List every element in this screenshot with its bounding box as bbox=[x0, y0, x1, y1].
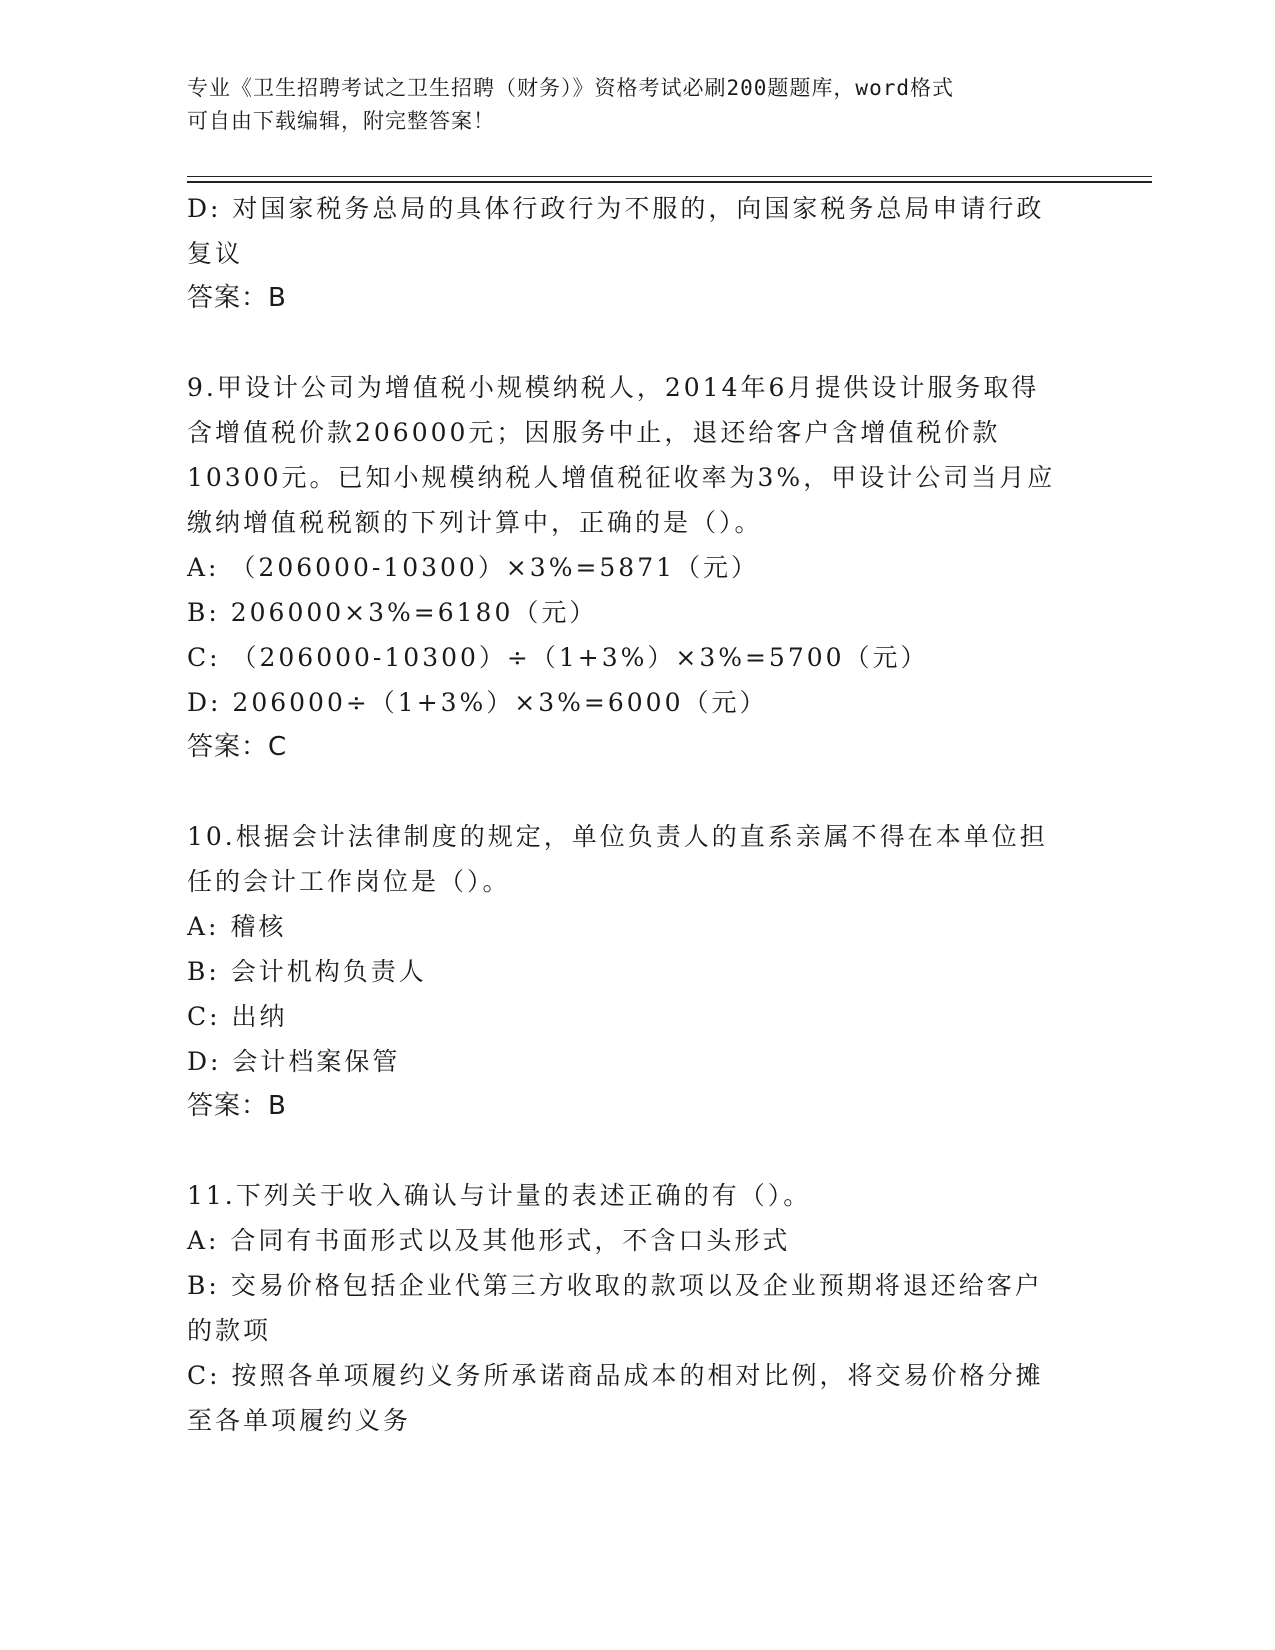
question-stem-line4: 缴纳增值税税额的下列计算中，正确的是（）。 bbox=[187, 508, 763, 537]
option-c: C: 出纳 bbox=[187, 1002, 288, 1031]
option-c-line1: C: 按照各单项履约义务所承诺商品成本的相对比例，将交易价格分摊 bbox=[187, 1361, 1044, 1390]
question-8-tail bbox=[187, 186, 1087, 321]
spacer bbox=[187, 321, 1087, 365]
question-stem-line1: 9.甲设计公司为增值税小规模纳税人，2014年6月提供设计服务取得 bbox=[187, 373, 1040, 402]
option-b-line2: 的款项 bbox=[187, 1316, 272, 1345]
option-c-line2: 至各单项履约义务 bbox=[187, 1406, 412, 1435]
option-d-line1: D: 对国家税务总局的具体行政行为不服的，向国家税务总局申请行政 bbox=[187, 194, 1045, 223]
option-b: B: 会计机构负责人 bbox=[187, 957, 427, 986]
option-d-line2: 复议 bbox=[187, 239, 244, 268]
header-rule-thin bbox=[187, 176, 1152, 177]
spacer bbox=[187, 1129, 1087, 1173]
header-rule-thick bbox=[187, 181, 1152, 183]
question-stem-line1: 10.根据会计法律制度的规定，单位负责人的直系亲属不得在本单位担 bbox=[187, 822, 1048, 851]
option-a: A: 稽核 bbox=[187, 912, 287, 941]
question-stem-line1: 11.下列关于收入确认与计量的表述正确的有（）。 bbox=[187, 1181, 812, 1210]
header-title-line1: 专业《卫生招聘考试之卫生招聘（财务）》资格考试必刷200题题库，word格式 bbox=[187, 76, 954, 100]
option-b-line1: B: 交易价格包括企业代第三方收取的款项以及企业预期将退还给客户 bbox=[187, 1271, 1043, 1300]
answer-label: 答案：B bbox=[187, 283, 287, 313]
answer-label: 答案：C bbox=[187, 732, 288, 762]
document-body bbox=[187, 186, 1087, 1443]
question-stem-line2: 任的会计工作岗位是（）。 bbox=[187, 867, 511, 896]
question-11 bbox=[187, 1173, 1087, 1443]
question-10 bbox=[187, 814, 1087, 1129]
option-b: B: 206000×3%=6180（元） bbox=[187, 598, 598, 627]
question-stem-line3: 10300元。已知小规模纳税人增值税征收率为3%，甲设计公司当月应 bbox=[187, 463, 1056, 492]
question-9 bbox=[187, 365, 1087, 770]
option-c: C: （206000-10300）÷（1+3%）×3%=5700（元） bbox=[187, 643, 929, 672]
option-a: A: （206000-10300）×3%=5871（元） bbox=[187, 553, 760, 582]
page-header bbox=[187, 72, 1067, 138]
question-stem-line2: 含增值税价款206000元；因服务中止，退还给客户含增值税价款 bbox=[187, 418, 1001, 447]
header-title-line2: 可自由下载编辑，附完整答案！ bbox=[187, 109, 495, 133]
option-a: A: 合同有书面形式以及其他形式，不含口头形式 bbox=[187, 1226, 791, 1255]
answer-label: 答案：B bbox=[187, 1091, 287, 1121]
spacer bbox=[187, 770, 1087, 814]
option-d: D: 会计档案保管 bbox=[187, 1047, 401, 1076]
option-d: D: 206000÷（1+3%）×3%=6000（元） bbox=[187, 688, 768, 717]
